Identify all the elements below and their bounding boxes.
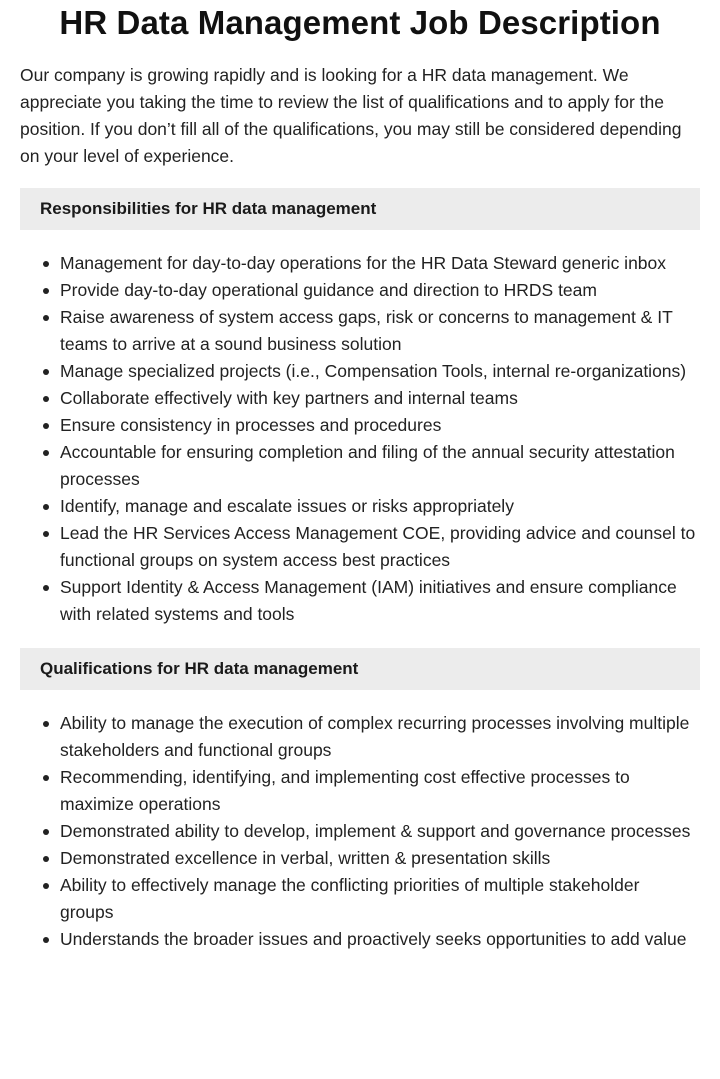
- list-item: Ability to manage the execution of complex recurring processes involving multiple stakeholders and functional groups: [60, 710, 696, 764]
- list-item: Demonstrated ability to develop, implement & support and governance processes: [60, 818, 696, 845]
- list-item: Recommending, identifying, and implementing cost effective processes to maximize operations: [60, 764, 696, 818]
- list-item: Support Identity & Access Management (IAM) initiatives and ensure compliance with related systems and tools: [60, 574, 696, 628]
- list-item: Provide day-to-day operational guidance and direction to HRDS team: [60, 277, 696, 304]
- responsibilities-heading: Responsibilities for HR data management: [20, 188, 700, 230]
- page-title: HR Data Management Job Description: [59, 4, 661, 41]
- list-item: Demonstrated excellence in verbal, written & presentation skills: [60, 845, 696, 872]
- list-item: Lead the HR Services Access Management COE, providing advice and counsel to functional groups on system access best practices: [60, 520, 696, 574]
- list-item: Collaborate effectively with key partners and internal teams: [60, 385, 696, 412]
- list-item: Accountable for ensuring completion and filing of the annual security attestation processes: [60, 439, 696, 493]
- intro-paragraph: Our company is growing rapidly and is looking for a HR data management. We appreciate you taking the time to review the list of qualifications and to apply for the position. If you don’t fill all of the qualifications, you may still be considered depending on your level of experience.: [20, 65, 682, 166]
- list-item: Identify, manage and escalate issues or risks appropriately: [60, 493, 696, 520]
- responsibilities-list: [20, 250, 700, 628]
- list-item: Raise awareness of system access gaps, risk or concerns to management & IT teams to arrive at a sound business solution: [60, 304, 696, 358]
- qualifications-heading: Qualifications for HR data management: [20, 648, 700, 690]
- list-item: Ensure consistency in processes and procedures: [60, 412, 696, 439]
- list-item: Management for day-to-day operations for the HR Data Steward generic inbox: [60, 250, 696, 277]
- qualifications-list: [20, 710, 700, 953]
- list-item: Ability to effectively manage the conflicting priorities of multiple stakeholder groups: [60, 872, 696, 926]
- list-item: Manage specialized projects (i.e., Compensation Tools, internal re-organizations): [60, 358, 696, 385]
- list-item: Understands the broader issues and proactively seeks opportunities to add value: [60, 926, 696, 953]
